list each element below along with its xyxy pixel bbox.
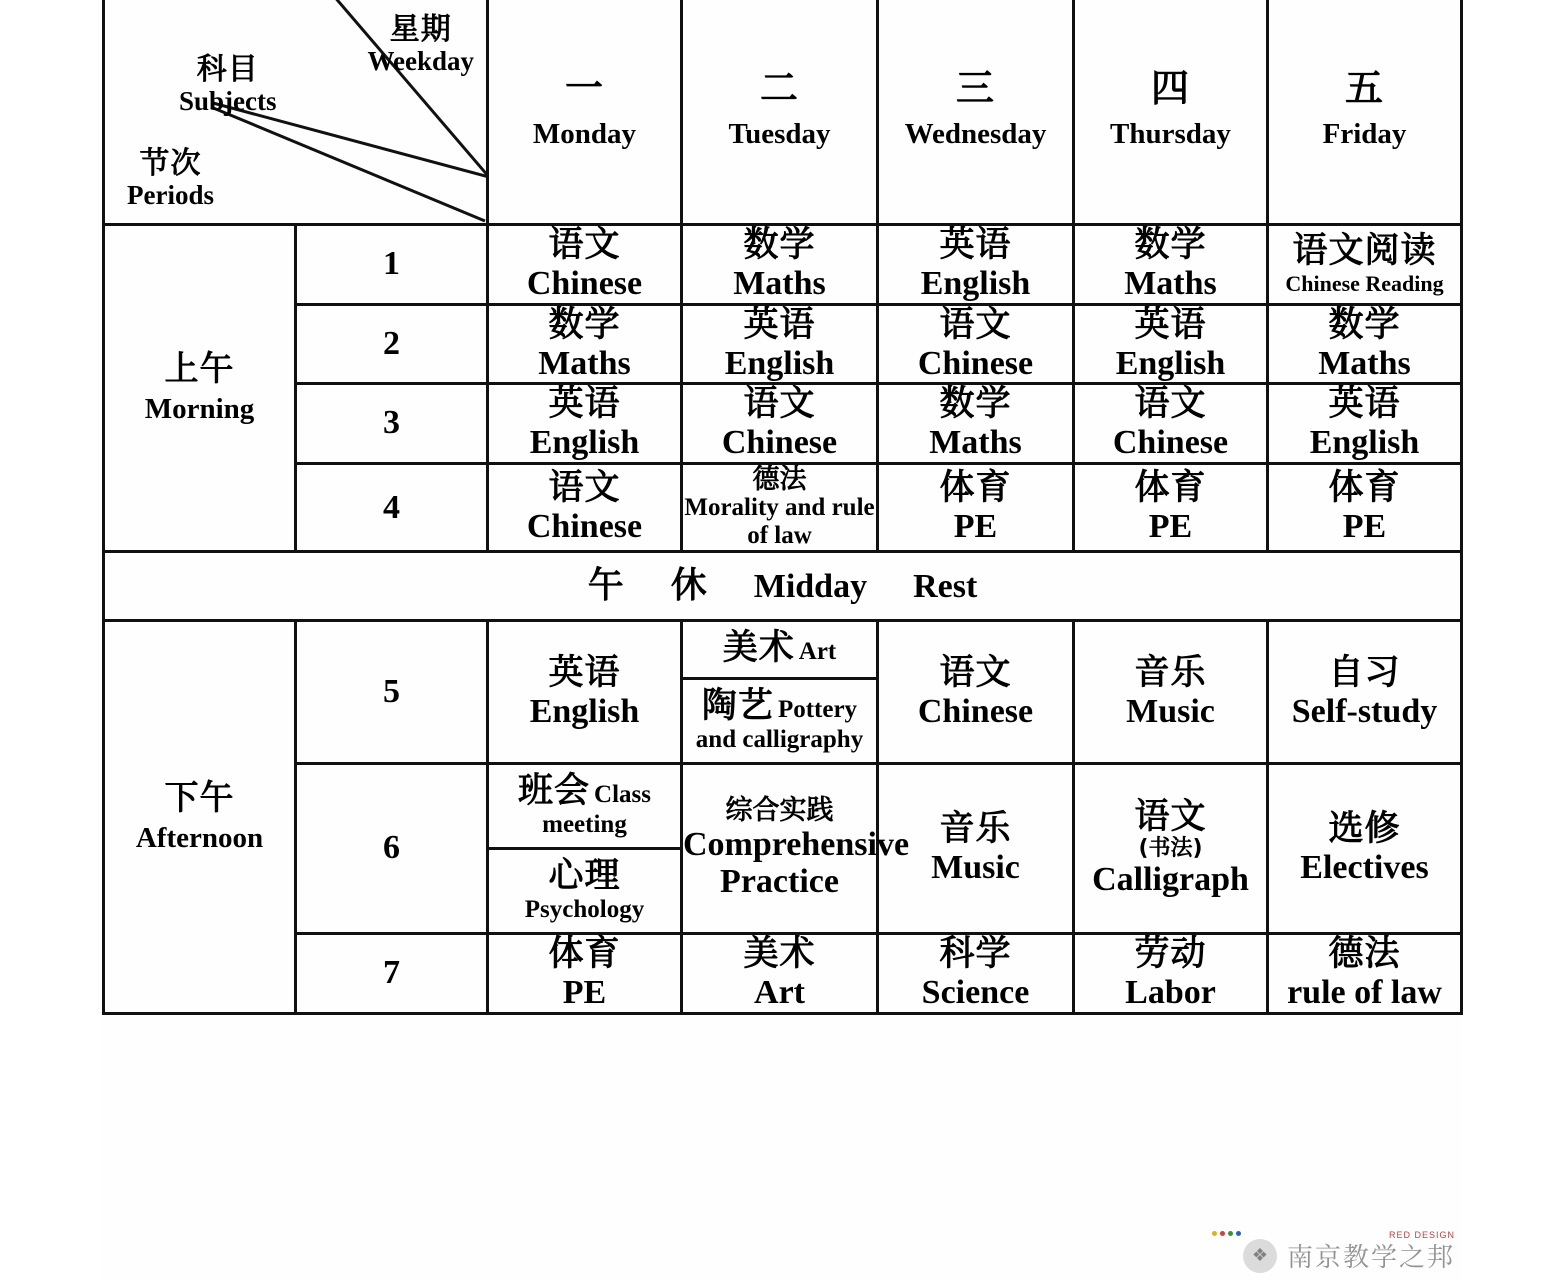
cell-wed-6-en: Music [931,849,1020,887]
cell-thu-3-cn: 语文 [1134,384,1207,425]
cell-mon-6-bottom-en: Psychology [524,896,645,924]
cell-mon-6-top [489,765,680,850]
cell-wed-7-cn: 科学 [939,934,1012,975]
day-header-wednesday-cn: 三 [955,65,995,110]
cell-wed-1-cn: 英语 [939,225,1012,265]
cell-fri-5-cn: 自习 [1328,652,1401,693]
cell-mon-2-en: Maths [538,344,631,382]
cell-thu-5-en: Music [1126,693,1215,730]
corner-subjects-label [179,53,277,116]
period-number-1: 1 [296,225,488,305]
cell-mon-6-bottom-cn: 心理 [548,855,621,896]
cell-thu-2-cn: 英语 [1134,304,1207,345]
period-number-3: 3 [296,384,488,464]
corner-subjects-en: Subjects [179,85,277,116]
cell-fri-3-cn: 英语 [1328,384,1401,425]
corner-periods-en: Periods [127,179,214,210]
session-label-morning [104,225,296,552]
cell-fri-4 [1268,463,1462,552]
cell-mon-3-cn: 英语 [548,384,621,425]
cell-wed-7 [878,934,1074,1014]
cell-thu-6-en: Calligraph [1092,861,1249,899]
watermark [1243,1237,1455,1274]
cell-tue-6-en: Comprehensive Practice [683,825,910,901]
cell-tue-6 [682,763,910,933]
cell-tue-6-cn: 综合实践 [725,795,834,827]
cell-mon-4 [488,463,682,552]
cell-tue-4 [682,463,878,552]
corner-periods-label [127,147,214,210]
cell-fri-3 [1268,384,1462,464]
corner-weekday-label [367,13,474,76]
day-header-tuesday-cn: 二 [759,65,799,110]
right-margin [1461,0,1541,1280]
cell-wed-5 [878,621,1074,763]
cell-tue-5-top [683,622,876,679]
cell-tue-5-bottom-en: Pottery and calligraphy [695,695,864,753]
cell-thu-6-cn2: (书法) [1138,836,1203,862]
cell-thu-1-cn: 数学 [1134,225,1207,265]
day-header-monday-cn: 一 [564,65,604,110]
cell-wed-7-en: Science [921,974,1030,1012]
cell-fri-1-cn: 语文阅读 [1292,231,1437,272]
cell-wed-3-cn: 数学 [939,384,1012,425]
day-header-friday [1268,0,1462,225]
cell-tue-7 [682,934,878,1014]
cell-fri-5 [1268,621,1462,763]
midday-cn-2: 休 [670,565,708,607]
period-number-2: 2 [296,304,488,384]
cell-thu-7-cn: 劳动 [1134,934,1207,975]
cell-mon-7-en: PE [562,974,607,1012]
cell-wed-5-en: Chinese [917,693,1034,730]
period-number-5: 5 [296,621,488,763]
corner-periods-cn: 节次 [139,146,202,181]
day-header-wednesday-en: Wednesday [904,118,1047,151]
cell-fri-6 [1268,763,1462,933]
table-row [104,763,1462,933]
day-header-thursday-cn: 四 [1150,65,1190,110]
midday-en-2: Rest [913,567,978,605]
cell-wed-4 [878,463,1074,552]
cell-fri-7-en: rule of law [1287,974,1442,1012]
cell-tue-5-bottom [683,680,876,762]
cell-tue-5-bottom-cn: 陶艺 [701,685,774,726]
cell-fri-2-en: Maths [1318,344,1411,382]
day-header-friday-cn: 五 [1344,65,1384,110]
cell-thu-7 [1074,934,1268,1014]
cell-mon-1 [488,225,682,305]
table-header-row [104,0,1462,225]
cell-thu-3-en: Chinese [1112,424,1229,462]
cell-thu-4 [1074,463,1268,552]
session-afternoon-en: Afternoon [135,822,264,855]
cell-wed-5-cn: 语文 [939,652,1012,693]
day-header-tuesday [682,0,878,225]
cell-fri-5-en: Self-study [1291,693,1438,730]
cell-wed-1 [878,225,1074,305]
cell-wed-2-en: Chinese [917,344,1034,382]
cell-mon-6 [488,763,682,933]
midday-rest-row [104,552,1462,621]
day-header-monday [488,0,682,225]
midday-rest-cell [104,552,1462,621]
table-row [104,384,1462,464]
cell-thu-2 [1074,304,1268,384]
cell-mon-1-en: Chinese [526,265,643,303]
cell-wed-6-cn: 音乐 [939,809,1012,850]
day-header-tuesday-en: Tuesday [728,118,831,151]
corner-weekday-en: Weekday [367,45,474,76]
day-header-monday-en: Monday [532,118,637,151]
cell-tue-5-top-en: Art [798,638,837,666]
table-row [104,463,1462,552]
cell-mon-5-en: English [529,693,640,730]
cell-thu-4-cn: 体育 [1134,468,1207,509]
cell-mon-6-bottom [489,850,680,932]
cell-thu-5 [1074,621,1268,763]
cell-thu-1 [1074,225,1268,305]
cell-fri-1 [1268,225,1462,305]
cell-tue-4-en: Morality and rule of law [684,494,875,550]
cell-fri-1-en: Chinese Reading [1285,270,1444,296]
cell-wed-3-en: Maths [929,424,1022,462]
cell-wed-2-cn: 语文 [939,304,1012,345]
period-number-4: 4 [296,463,488,552]
cell-thu-6-cn: 语文 [1134,797,1207,838]
cell-fri-4-cn: 体育 [1328,468,1401,509]
corner-subjects-cn: 科目 [196,52,259,87]
watermark-badge: RED DESIGN [1388,1230,1455,1240]
cell-fri-4-en: PE [1342,508,1387,546]
corner-header-cell [104,0,488,225]
watermark-dots [1212,1231,1241,1236]
cell-mon-5 [488,621,682,763]
cell-fri-2-cn: 数学 [1328,304,1401,345]
corner-weekday-cn: 星期 [389,12,452,47]
table-row [104,934,1462,1014]
cell-tue-5 [682,621,878,763]
cell-mon-3-en: English [529,424,640,462]
cell-mon-5-cn: 英语 [548,652,621,693]
session-label-afternoon [104,621,296,1013]
cell-tue-2-en: English [724,344,835,382]
cell-fri-6-en: Electives [1300,849,1429,887]
cell-tue-3-en: Chinese [721,424,838,462]
cell-fri-7-cn: 德法 [1328,934,1401,975]
cell-tue-7-en: Art [754,974,805,1012]
period-number-6: 6 [296,763,488,933]
cell-thu-6 [1074,763,1268,933]
cell-mon-7 [488,934,682,1014]
cell-tue-7-cn: 美术 [743,934,816,975]
session-morning-cn: 上午 [164,349,235,390]
table-row [104,621,1462,763]
cell-tue-3 [682,384,878,464]
cell-mon-2 [488,304,682,384]
cell-tue-4-cn: 德法 [752,463,807,495]
cell-mon-7-cn: 体育 [548,934,621,975]
cell-tue-5-top-cn: 美术 [722,628,795,669]
table-row [104,225,1462,305]
day-header-thursday [1074,0,1268,225]
period-number-7: 7 [296,934,488,1014]
cell-fri-7 [1268,934,1462,1014]
cell-thu-5-cn: 音乐 [1134,652,1207,693]
midday-cn-1: 午 [587,565,625,607]
class-timetable [102,0,1463,1015]
cell-tue-2 [682,304,878,384]
cell-mon-6-top-en: Class meeting [542,780,651,838]
cell-tue-3-cn: 语文 [743,384,816,425]
cell-tue-1 [682,225,878,305]
cell-wed-4-en: PE [953,508,998,546]
midday-en-1: Midday [753,567,868,605]
day-header-friday-en: Friday [1322,118,1407,151]
left-margin [0,0,100,1280]
cell-thu-4-en: PE [1148,508,1193,546]
cell-mon-6-top-cn: 班会 [518,770,591,811]
cell-wed-2 [878,304,1074,384]
cell-fri-3-en: English [1309,424,1420,462]
cell-thu-1-en: Maths [1124,265,1217,303]
cell-mon-4-en: Chinese [526,508,643,546]
cell-thu-3 [1074,384,1268,464]
day-header-thursday-en: Thursday [1110,118,1231,151]
session-afternoon-cn: 下午 [164,778,235,819]
cell-fri-6-cn: 选修 [1328,809,1401,850]
cell-mon-2-cn: 数学 [548,304,621,345]
cell-fri-2 [1268,304,1462,384]
table-row [104,304,1462,384]
cell-wed-1-en: English [920,265,1031,303]
cell-mon-3 [488,384,682,464]
watermark-logo-icon: ❖ [1243,1239,1277,1273]
cell-thu-7-en: Labor [1125,974,1216,1012]
cell-thu-2-en: English [1115,344,1226,382]
cell-wed-3 [878,384,1074,464]
cell-mon-1-cn: 语文 [548,225,621,265]
cell-wed-4-cn: 体育 [939,468,1012,509]
cell-tue-2-cn: 英语 [743,304,816,345]
session-morning-en: Morning [144,393,255,426]
cell-tue-1-en: Maths [733,265,826,303]
cell-mon-4-cn: 语文 [548,468,621,509]
day-header-wednesday [878,0,1074,225]
watermark-text: 南京教学之邦 [1286,1243,1455,1273]
cell-tue-1-cn: 数学 [743,225,816,265]
